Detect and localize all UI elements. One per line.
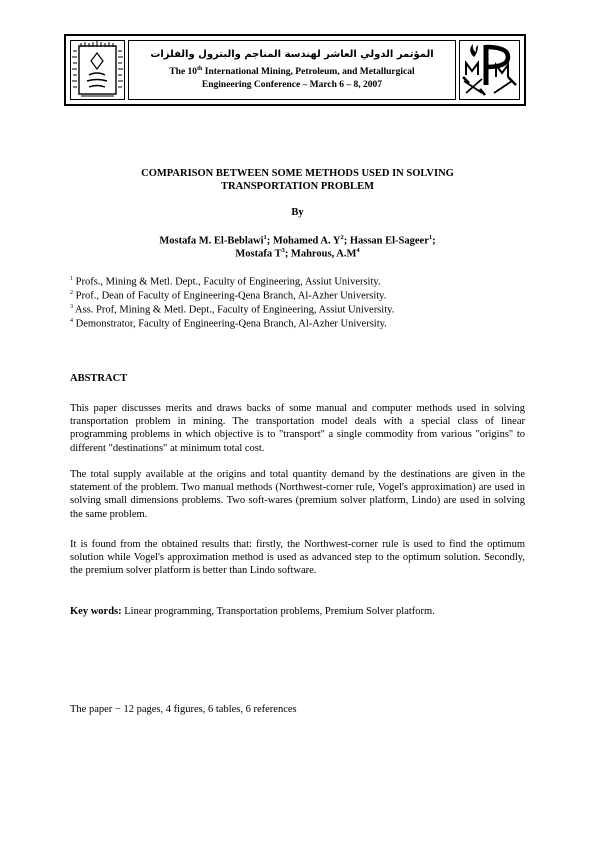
conference-title-line2: Engineering Conference – March 6 – 8, 2007 bbox=[201, 80, 383, 90]
authors-line2 bbox=[70, 247, 525, 260]
affiliation-text: Prof., Dean of Faculty of Engineering-Qena Branch, Al-Azher University. bbox=[73, 290, 387, 302]
affiliation-3 bbox=[70, 304, 394, 316]
author-name: Mostafa M. El-Beblawi bbox=[159, 235, 264, 247]
affiliation-text: Ass. Prof, Mining & Metl. Dept., Faculty of Engineering, Assiut University. bbox=[73, 304, 395, 316]
university-seal-icon bbox=[71, 41, 124, 99]
author-name: Mostafa T bbox=[235, 248, 282, 260]
author-separator: ; bbox=[432, 235, 436, 247]
keywords-label: Key words: bbox=[70, 606, 122, 617]
ordinal-suffix: th bbox=[197, 66, 203, 72]
mpm-logo-icon bbox=[460, 41, 519, 99]
author-affiliation-mark: 3 bbox=[281, 247, 285, 254]
author-name: ; Mahrous, A.M bbox=[284, 248, 357, 260]
affiliation-text: Profs., Mining & Metl. Dept., Faculty of Engineering, Assiut University. bbox=[73, 276, 381, 288]
affiliation-number: 1 bbox=[70, 276, 73, 282]
mining-logo bbox=[459, 40, 520, 100]
abstract-paragraph-1: This paper discusses merits and draws backs of some manual and computer methods used in solving transportation problem in mining. The transportation model deals with a special class of linear programming problems in which objective is to "transport" a single commodity from various "origins" to different "destinations" at minimum total cost. bbox=[70, 403, 525, 454]
affiliation-1 bbox=[70, 276, 381, 288]
affiliation-text: Demonstrator, Faculty of Engineering-Qena Branch, Al-Azher University. bbox=[73, 318, 387, 330]
author-affiliation-mark: 2 bbox=[340, 234, 344, 241]
authors-line1 bbox=[70, 234, 525, 247]
conference-header bbox=[64, 34, 526, 106]
abstract-paragraph-2: The total supply available at the origins and total quantity demand by the destinations are given in the statement of the problem. Two manual methods (Northwest-corner rule, Vogel's approximation) are used in solving small dimensions problems. Two soft-wares (premium solver platform, Lindo) are used in solving the same problem. bbox=[70, 469, 525, 520]
author-name: ; Hassan El-Sageer bbox=[343, 235, 429, 247]
affiliation-number: 2 bbox=[70, 290, 73, 296]
keywords-text: Linear programming, Transportation problems, Premium Solver platform. bbox=[121, 606, 435, 617]
abstract-paragraph-3: It is found from the obtained results that: firstly, the Northwest-corner rule is used to find the optimum solution while Vogel's approximation method is used as advanced step to the optimum solution. Secondly, the premium solver platform is better than Lindo software. bbox=[70, 539, 525, 577]
keywords-line bbox=[70, 606, 435, 617]
author-affiliation-mark: 1 bbox=[428, 234, 433, 241]
assiut-university-logo bbox=[70, 40, 125, 100]
paper-summary-line: The paper − 12 pages, 4 figures, 6 tables, 6 references bbox=[70, 704, 297, 715]
paper-title-line2: TRANSPORTATION PROBLEM bbox=[221, 181, 374, 192]
affiliation-number: 3 bbox=[70, 304, 73, 310]
abstract-heading: ABSTRACT bbox=[70, 373, 128, 384]
conference-title-block bbox=[128, 40, 456, 100]
by-label: By bbox=[291, 207, 304, 218]
conference-number: The 10 bbox=[169, 67, 198, 78]
paper-title-line1: COMPARISON BETWEEN SOME METHODS USED IN SOLVING bbox=[141, 168, 454, 179]
author-affiliation-mark: 4 bbox=[356, 247, 360, 254]
arabic-conference-title: المؤتمر الدولي العاشر لهندسة المناجم والبترول والفلزات bbox=[150, 49, 434, 60]
author-name: ; Mohamed A. Y bbox=[266, 235, 341, 247]
conference-title-line1 bbox=[129, 66, 455, 77]
affiliation-4 bbox=[70, 318, 387, 330]
author-affiliation-mark: 1 bbox=[263, 234, 267, 241]
conference-name: International Mining, Petroleum, and Metallurgical bbox=[202, 67, 415, 78]
affiliation-2 bbox=[70, 290, 386, 302]
affiliation-number: 4 bbox=[70, 318, 73, 324]
